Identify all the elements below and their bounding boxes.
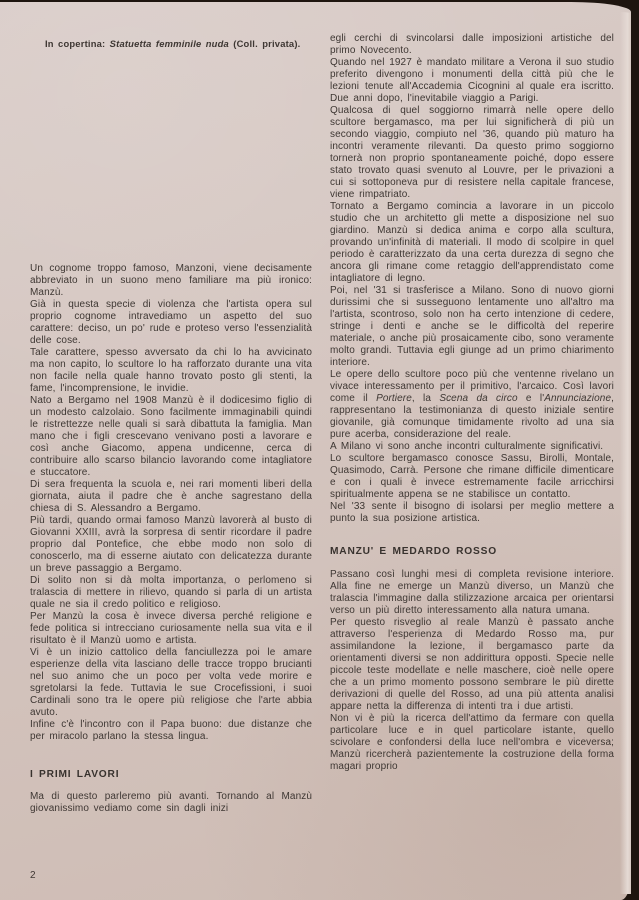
body-paragraph: Ma di questo parleremo più avanti. Tornando al Manzù giovanissimo vediamo come sin dagli inizi bbox=[30, 791, 312, 814]
body-paragraph: Lo scultore bergamasco conosce Sassu, Birolli, Montale, Quasimodo, Carrà. Persone che rimane difficile dimenticare e con i quali è invece estremamente facile arricchirsi spiritualmente appena se ne stabilisce un contatto. bbox=[330, 453, 614, 500]
body-paragraph: Di solito non si dà molta importanza, o perlomeno si tralascia di mettere in rilievo, quando si parla di un artista quale ne sia il credo politico e religioso. bbox=[30, 575, 312, 610]
page-edge-highlight bbox=[620, 12, 631, 894]
body-paragraph: Qualcosa di quel soggiorno rimarrà nelle opere dello scultore bergamasco, ma per lui significherà di più un secondo viaggio, compiuto nel '36, quando più maturo ha incontri veramente rilevanti. Da questo primo soggiorno tornerà non proprio spontaneamente poiché, dopo essere stato trovato quasi svenuto al Louvre, per le privazioni a cui si sottoponeva pur di resistere nella capitale francese, viene rimpatriato. bbox=[330, 105, 614, 200]
paragraph-segment: , la bbox=[411, 393, 440, 404]
caption-suffix: (Coll. privata). bbox=[228, 38, 301, 49]
section-heading-manzu-medardo-rosso: MANZU' E MEDARDO ROSSO bbox=[330, 546, 497, 557]
body-paragraph: Di sera frequenta la scuola e, nei rari momenti liberi della giornata, aiuta il padre che è anche sagrestano della chiesa di S. Alessandro a Bergamo. bbox=[30, 479, 312, 514]
body-paragraph: Tale carattere, spesso avversato da chi lo ha avvicinato ma non capito, lo scultore lo ha rafforzato durante una vita non facile nella quale hanno trovato posto gli stenti, la fame, l'incomprensione, le invidie. bbox=[30, 347, 312, 394]
body-paragraph: Nato a Bergamo nel 1908 Manzù è il dodicesimo figlio di un modesto calzolaio. Sono facilmente immaginabili quindi le ristrettezze nelle quali si sarà dibattuta la famiglia. Man mano che i figli crescevano venivano posti a lavorare e così anche Giacomo, appena undicenne, cerca di contribuire allo scarso bilancio lavorando come intagliatore e stuccatore. bbox=[30, 395, 312, 478]
body-paragraph: Infine c'è l'incontro con il Papa buono: due distanze che per miracolo parlano la stessa lingua. bbox=[30, 719, 312, 742]
page-number: 2 bbox=[30, 870, 36, 881]
body-paragraph: Poi, nel '31 si trasferisce a Milano. Sono di nuovo giorni durissimi che si susseguono lentamente uno all'altro ma l'artista, scontroso, solo non ha certo intenzione di cedere, stringe i denti e anche se le difficoltà del reperire materiale, o anche più prosaicamente cibo, sono veramente molto grandi. Tuttavia egli giunge ad un primo chiarimento interiore. bbox=[330, 285, 614, 368]
body-paragraph: Già in questa specie di violenza che l'artista opera sul proprio cognome intravediamo un aspetto del suo carattere: deciso, un po' rude e proteso verso l'essenzialità delle cose. bbox=[30, 299, 312, 346]
work-title: Annunciazione bbox=[544, 393, 612, 404]
body-paragraph: Per Manzù la cosa è invece diversa perché religione e fede politica si intrecciano curiosamente nella sua vita e il risultato è il Manzù uomo e artista. bbox=[30, 611, 312, 646]
body-paragraph: Nel '33 sente il bisogno di isolarsi per meglio mettere a punto la sua posizione artistica. bbox=[330, 501, 614, 524]
paragraph-segment: Le opere dello scultore poco più che ventenne rivelano un vivace interessamento per il primitivo, l'arcaico. Così lavori come il bbox=[330, 369, 614, 404]
body-paragraph: Vi è un inizio cattolico della fanciullezza poi le amare esperienze della vita lasciano delle tracce troppo brucianti nel suo animo che un poco per volta vede morire e sgretolarsi la fede. Tuttavia le sue Crocefissioni, i suoi Cardinali sono tra le opere più religiose che l'arte abbia avuto. bbox=[30, 647, 312, 718]
paragraph-segment: , rappresentano la testimonianza di questo iniziale sentire giovanile, già comunque timidamente rivolto ad una sia pure acerba, considerazione del reale. bbox=[330, 393, 614, 440]
book-page bbox=[0, 2, 631, 900]
paragraph-segment: e l' bbox=[517, 393, 545, 404]
body-paragraph: Passano così lunghi mesi di completa revisione interiore. Alla fine ne emerge un Manzù diverso, un Manzù che tralascia l'immagine dalla stilizzazione arcaica per orientarsi verso un più diretto interessamento alla natura umana. bbox=[330, 569, 614, 616]
body-paragraph: Non vi è più la ricerca dell'attimo da fermare con quella particolare luce e in quel particolare istante, quello scivolare e confondersi della luce nell'ombra e viceversa; Manzù ricercherà pazientemente la costruzione della forma magari proprio bbox=[330, 713, 614, 772]
right-column bbox=[330, 33, 614, 773]
body-paragraph: A Milano vi sono anche incontri culturalmente significativi. bbox=[330, 441, 604, 452]
caption-prefix: In copertina: bbox=[45, 38, 110, 49]
body-paragraph: egli cerchi di svincolarsi dalle imposizioni artistiche del primo Novecento. bbox=[330, 33, 614, 56]
body-paragraph: Un cognome troppo famoso, Manzoni, viene decisamente abbreviato in un suono meno familiare ma più ironico: Manzù. bbox=[30, 263, 312, 298]
section-heading-primi-lavori: I PRIMI LAVORI bbox=[30, 769, 120, 780]
body-paragraph: Per questo risveglio al reale Manzù è passato anche attraverso l'esperienza di Medardo Rosso ma, pur assimilandone la lezione, il bergamasco parte da orientamenti diversi se non addirittura opposti. Specie nelle piccole teste modellate e nelle maschere, cioè nelle opere che a un primo momento possono sembrare le più dirette derivazioni di quelle del Rosso, ad una più attenta analisi appare netta la differenza di intenti tra i due artisti. bbox=[330, 617, 614, 712]
body-paragraph: Più tardi, quando ormai famoso Manzù lavorerà al busto di Giovanni XXIII, avrà la sorpresa di sentir ricordare il padre proprio dal Pontefice, che ebbe modo non solo di conoscerlo, ma di esserne aiutato con delicatezza durante un breve passaggio a Bergamo. bbox=[30, 515, 312, 574]
cover-caption bbox=[45, 38, 345, 49]
left-column bbox=[30, 263, 312, 815]
work-title: Portiere bbox=[376, 393, 412, 404]
work-title: Scena da circo bbox=[439, 393, 518, 404]
body-paragraph: Tornato a Bergamo comincia a lavorare in un piccolo studio che un architetto gli mette a disposizione nel suo giardino. Manzù si dedica anima e corpo alla scultura, provando un'infinità di materiali. Il modo di scolpire in quel periodo è caratterizzato da una certa durezza di segno che ancora gli rimane come retaggio dell'apprendistato come intagliatore di legno. bbox=[330, 201, 614, 284]
caption-work-title: Statuetta femminile nuda bbox=[109, 38, 229, 49]
body-paragraph-works bbox=[330, 369, 614, 441]
body-paragraph: Quando nel 1927 è mandato militare a Verona il suo studio preferito divengono i monumenti della città più che le lezioni tenute all'Accademia Cicognini al quale era iscritto. Due anni dopo, l'inevitabile viaggio a Parigi. bbox=[330, 57, 614, 104]
